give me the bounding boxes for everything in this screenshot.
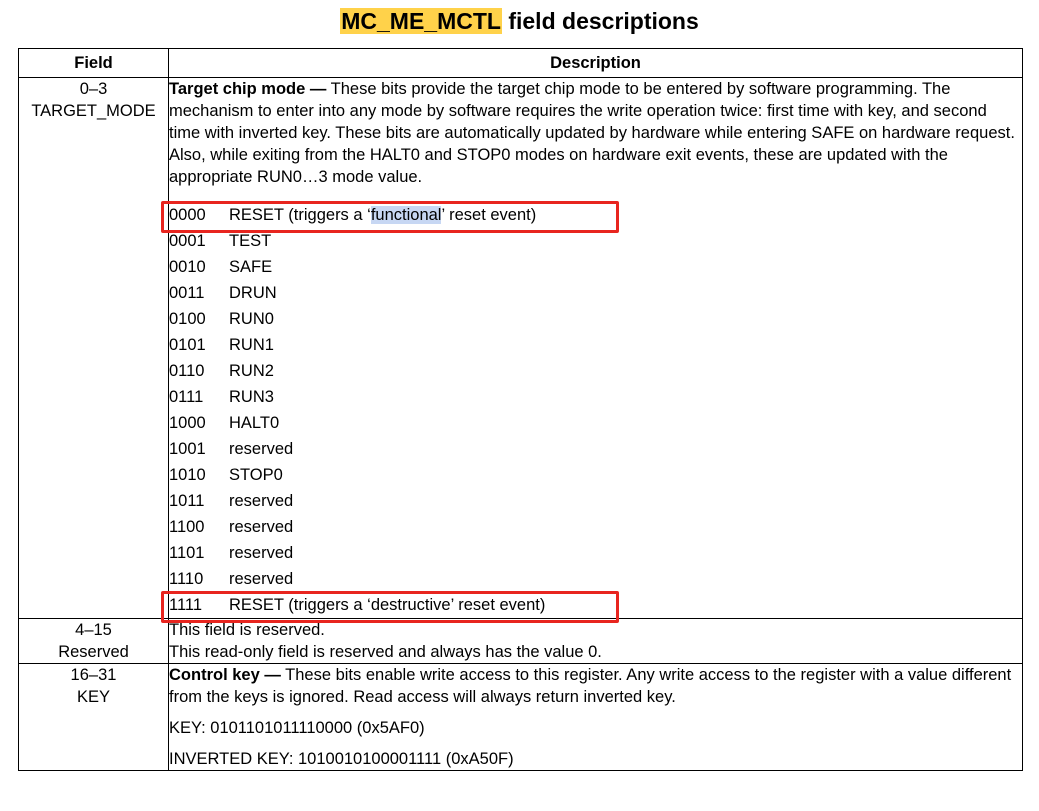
value-code: 0110 [169,362,205,380]
value-row-1110 [169,566,1022,592]
table-row-reserved [19,619,1023,664]
value-code: 1000 [169,414,206,432]
value-row-1011 [169,488,1022,514]
desc-body: These bits enable write access to this register. Any write access to the register with a value different from the keys is ignored. Read access will always return inverted key. [169,666,1012,706]
value-name: reserved [229,570,294,588]
selected-text[interactable]: functional [370,206,442,224]
value-code: 1001 [169,440,206,458]
field-descriptions-table [18,48,1023,771]
value-code: 0101 [169,336,206,354]
value-name [229,202,536,228]
value-name: HALT0 [229,414,280,432]
value-row-0100 [169,306,1022,332]
title-suffix: field descriptions [501,8,699,34]
value-row-1101 [169,540,1022,566]
value-name: TEST [229,232,272,250]
value-name: reserved [229,440,294,458]
value-name-part: ’ reset event) [441,206,537,224]
value-name: RESET (triggers a ‘destructive’ reset event) [229,596,546,614]
value-row-1100 [169,514,1022,540]
value-row-0010 [169,254,1022,280]
field-name: TARGET_MODE [31,102,156,120]
value-code: 1011 [169,492,205,510]
title-register-name: MC_ME_MCTL [341,8,501,34]
header-row [19,49,1023,78]
reserved-line-2: This read-only field is reserved and always has the value 0. [169,643,602,661]
value-row-0110 [169,358,1022,384]
value-code: 1100 [169,518,205,536]
value-name: STOP0 [229,466,283,484]
value-code: 1111 [169,596,203,614]
value-row-0011 [169,280,1022,306]
mode-values-list [169,202,1022,618]
table-row-key [19,664,1023,771]
value-row-0111 [169,384,1022,410]
page-title [0,6,1039,36]
value-name: RUN1 [229,336,274,354]
reserved-line-1: This field is reserved. [169,621,325,639]
key-value-line: KEY: 0101101011110000 (0x5AF0) [169,719,425,737]
value-name: reserved [229,492,294,510]
field-bits: 0–3 [79,80,108,98]
field-bits: 16–31 [70,666,117,684]
value-row-0001 [169,228,1022,254]
field-bits: 4–15 [75,621,112,639]
desc-cell-target-mode [169,78,1023,619]
value-row-1001 [169,436,1022,462]
header-description: Description [169,49,1023,78]
desc-lead: Control key — [169,666,281,684]
value-row-0101 [169,332,1022,358]
table-row-target-mode [19,78,1023,619]
field-cell-target-mode [19,78,169,619]
value-code: 0010 [169,258,206,276]
value-name: RUN0 [229,310,274,328]
value-row-0000 [169,202,1022,228]
value-code: 0100 [169,310,206,328]
value-row-1000 [169,410,1022,436]
field-name: KEY [76,688,111,706]
value-code: 0111 [169,388,204,406]
value-name: reserved [229,544,294,562]
field-cell-key [19,664,169,771]
desc-cell-key [169,664,1023,771]
desc-lead: Target chip mode — [169,80,327,98]
value-code: 0000 [169,206,206,224]
value-code: 1110 [169,570,204,588]
value-name: RUN2 [229,362,274,380]
inverted-key-value-line: INVERTED KEY: 1010010100001111 (0xA50F) [169,750,514,768]
value-code: 0011 [169,284,205,302]
header-field: Field [19,49,169,78]
value-name: SAFE [229,258,273,276]
value-name: DRUN [229,284,277,302]
field-cell-reserved [19,619,169,664]
key-description [169,664,1022,708]
value-code: 1010 [169,466,206,484]
value-row-1111 [169,592,1022,618]
value-row-1010 [169,462,1022,488]
desc-body: These bits provide the target chip mode to be entered by software programming. The mechanism to enter into any mode by software requires the write operation twice: first time with key, and second time with inverted key. These bits are automatically updated by hardware while entering SAFE on hardware request. Also, while exiting from the HALT0 and STOP0 modes on hardware exit events, these are updated with the appropriate RUN0…3 mode value. [169,80,1015,186]
value-code: 0001 [169,232,206,250]
value-name: RUN3 [229,388,274,406]
value-code: 1101 [169,544,205,562]
target-mode-description [169,78,1022,188]
value-name-part: RESET (triggers a ‘ [229,206,371,224]
desc-cell-reserved [169,619,1023,664]
field-name: Reserved [58,643,129,661]
value-name: reserved [229,518,294,536]
